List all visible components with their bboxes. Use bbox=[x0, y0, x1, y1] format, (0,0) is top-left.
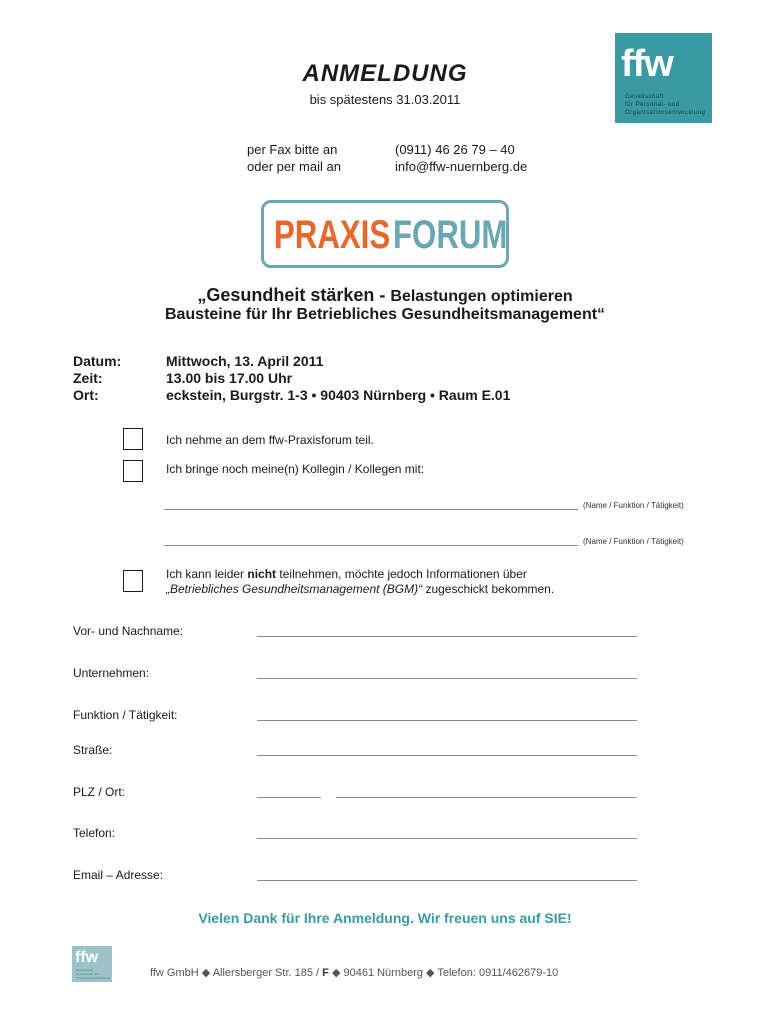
date-value: Mittwoch, 13. April 2011 bbox=[166, 353, 324, 369]
email-field[interactable] bbox=[257, 880, 637, 881]
decline-text-c: zugeschickt bekommen. bbox=[422, 582, 555, 596]
praxisforum-part-2: FORUM bbox=[393, 213, 508, 257]
time-label: Zeit: bbox=[73, 370, 103, 386]
footer-logo-word: ffw bbox=[75, 949, 99, 966]
logo-tagline-line-2: für Personal- und bbox=[625, 102, 680, 108]
thank-you-message: Vielen Dank für Ihre Anmeldung. Wir freuen uns auf SIE! bbox=[198, 910, 572, 926]
logo-tagline-line-1: Gesellschaft bbox=[625, 94, 665, 100]
footer-ffw-logo bbox=[72, 946, 112, 982]
time-value: 13.00 bis 17.00 Uhr bbox=[166, 370, 293, 386]
headline-part-a: „Gesundheit stärken - bbox=[197, 285, 391, 305]
deadline: bis spätestens 31.03.2011 bbox=[309, 92, 461, 107]
praxisforum-logo bbox=[261, 200, 509, 268]
logo-tagline-line-3: Organisationsentwicklung bbox=[625, 110, 706, 116]
ffw-logo bbox=[615, 33, 712, 123]
colleague-2-field[interactable] bbox=[164, 545, 578, 546]
page-title: ANMELDUNG bbox=[302, 60, 468, 87]
decline-text-bold: nicht bbox=[247, 567, 277, 581]
footer-phone: Telefon: 0911/462679-10 bbox=[437, 967, 559, 979]
headline-part-b: Belastungen optimieren bbox=[390, 288, 573, 305]
phone-label: Telefon: bbox=[73, 826, 116, 840]
footer-company: ffw GmbH bbox=[150, 967, 199, 979]
footer bbox=[150, 966, 558, 979]
logo-word: ffw bbox=[621, 43, 673, 85]
date-label: Datum: bbox=[73, 353, 122, 369]
attend-label: Ich nehme an dem ffw-Praxisforum teil. bbox=[166, 433, 374, 447]
decline-text-a: Ich kann leider bbox=[166, 567, 248, 581]
footer-city: 90461 Nürnberg bbox=[343, 967, 423, 979]
name-label: Vor- und Nachname: bbox=[73, 624, 184, 638]
colleague-1-field[interactable] bbox=[164, 509, 578, 510]
headline-line-2: Bausteine für Ihr Betriebliches Gesundheitsmanagement“ bbox=[164, 306, 606, 323]
mail-label: oder per mail an bbox=[247, 159, 341, 174]
attend-checkbox[interactable] bbox=[123, 428, 143, 450]
place-label: Ort: bbox=[73, 387, 99, 403]
company-label: Unternehmen: bbox=[73, 666, 150, 680]
name-field[interactable] bbox=[257, 636, 637, 637]
email-label: Email – Adresse: bbox=[73, 868, 164, 882]
bring-colleague-label: Ich bringe noch meine(n) Kollegin / Kollegen mit: bbox=[166, 462, 425, 476]
decline-text-b: teilnehmen, möchte jedoch Informationen über bbox=[276, 567, 527, 581]
city-field[interactable] bbox=[336, 797, 637, 798]
decline-text-italic: „Betriebliches Gesundheitsmanagement (BGM)“ bbox=[166, 582, 423, 596]
zip-city-label: PLZ / Ort: bbox=[73, 785, 126, 799]
fax-number: (0911) 46 26 79 – 40 bbox=[395, 142, 515, 157]
function-field[interactable] bbox=[257, 720, 637, 721]
decline-checkbox[interactable] bbox=[123, 570, 143, 592]
zip-field[interactable] bbox=[257, 797, 321, 798]
street-field[interactable] bbox=[257, 755, 637, 756]
colleague-2-hint: (Name / Funktion / Tätigkeit) bbox=[583, 537, 684, 546]
email-link[interactable]: info@ffw-nuernberg.de bbox=[395, 159, 528, 174]
footer-logo-tagline-line-3: Organisationsentwicklung bbox=[76, 976, 111, 980]
company-field[interactable] bbox=[257, 678, 637, 679]
footer-f: F bbox=[322, 967, 329, 979]
footer-address: Allersberger Str. 185 / bbox=[212, 967, 323, 979]
headline-line-1 bbox=[130, 285, 640, 306]
diamond-icon: ◆ bbox=[331, 967, 341, 979]
diamond-icon: ◆ bbox=[426, 967, 435, 979]
function-label: Funktion / Tätigkeit: bbox=[73, 708, 178, 722]
footer-logo-tagline bbox=[76, 968, 110, 980]
footer-logo-tagline-line-1: Gesellschaft bbox=[76, 968, 93, 972]
colleague-1-hint: (Name / Funktion / Tätigkeit) bbox=[583, 501, 684, 510]
decline-label bbox=[166, 567, 646, 597]
diamond-icon: ◆ bbox=[201, 967, 211, 979]
logo-tagline bbox=[625, 93, 705, 117]
place-value: eckstein, Burgstr. 1-3 • 90403 Nürnberg • Raum E.01 bbox=[166, 387, 511, 403]
fax-label: per Fax bitte an bbox=[247, 142, 338, 157]
footer-logo-tagline-line-2: für Personal- und bbox=[76, 972, 100, 976]
street-label: Straße: bbox=[73, 743, 113, 757]
bring-colleague-checkbox[interactable] bbox=[123, 460, 143, 482]
praxisforum-part-1: PRAXIS bbox=[274, 213, 391, 257]
phone-field[interactable] bbox=[257, 838, 637, 839]
